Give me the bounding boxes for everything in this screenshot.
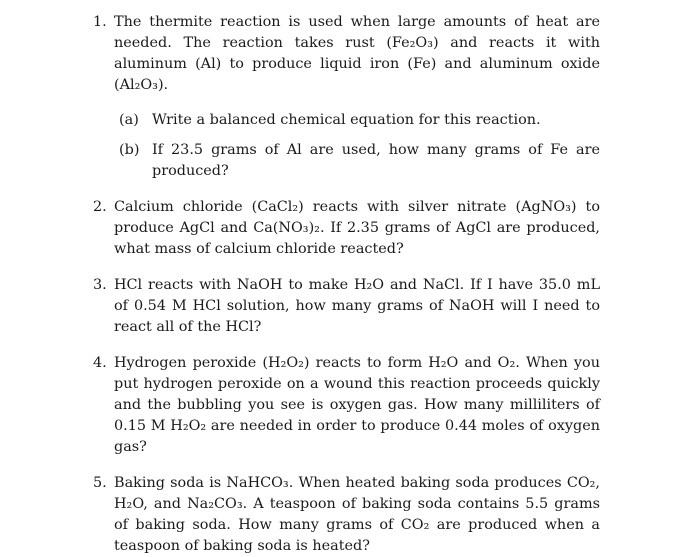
problem-number: 2. bbox=[93, 199, 107, 215]
problem-number: 3. bbox=[93, 277, 107, 293]
problem-number: 5. bbox=[93, 475, 107, 491]
sub-question-text: If 23.5 grams of Al are used, how many grams of Fe are produced? bbox=[152, 142, 600, 179]
sub-question-list bbox=[114, 110, 600, 182]
problem-number: 4. bbox=[93, 355, 107, 371]
problem-4 bbox=[93, 353, 600, 458]
problem-text: HCl reacts with NaOH to make H₂O and NaCl. If I have 35.0 mL of 0.54 M HCl solution, how many grams of NaOH will I need to react all of the HCl? bbox=[114, 277, 600, 335]
problem-text: Hydrogen peroxide (H₂O₂) reacts to form H₂O and O₂. When you put hydrogen peroxide on a wound this reaction proceeds quickly and the bubbling you see is oxygen gas. How many milliliters of 0.15 M H₂O₂ are needed in order to produce 0.44 moles of oxygen gas? bbox=[114, 355, 600, 455]
problem-list bbox=[93, 12, 600, 557]
problem-text: Calcium chloride (CaCl₂) reacts with silver nitrate (AgNO₃) to produce AgCl and Ca(NO₃)₂. If 2.35 grams of AgCl are produced, what mass of calcium chloride reacted? bbox=[114, 199, 600, 257]
problem-text: Baking soda is NaHCO₃. When heated baking soda produces CO₂, H₂O, and Na₂CO₃. A teaspoon of baking soda contains 5.5 grams of baking soda. How many grams of CO₂ are produced when a teaspoon of baking soda is heated? bbox=[114, 475, 600, 554]
sub-question-a bbox=[119, 110, 600, 131]
sub-question-text: Write a balanced chemical equation for this reaction. bbox=[152, 112, 541, 128]
sub-question-b bbox=[119, 140, 600, 182]
problem-3 bbox=[93, 275, 600, 338]
sub-question-label: (a) bbox=[119, 112, 139, 128]
problem-number: 1. bbox=[93, 14, 107, 30]
problem-1 bbox=[93, 12, 600, 182]
problem-text: The thermite reaction is used when large amounts of heat are needed. The reaction takes rust (Fe₂O₃) and reacts it with aluminum (Al) to produce liquid iron (Fe) and aluminum oxide (Al₂O₃). bbox=[114, 14, 600, 93]
problem-2 bbox=[93, 197, 600, 260]
problem-5 bbox=[93, 473, 600, 557]
sub-question-label: (b) bbox=[119, 142, 140, 158]
